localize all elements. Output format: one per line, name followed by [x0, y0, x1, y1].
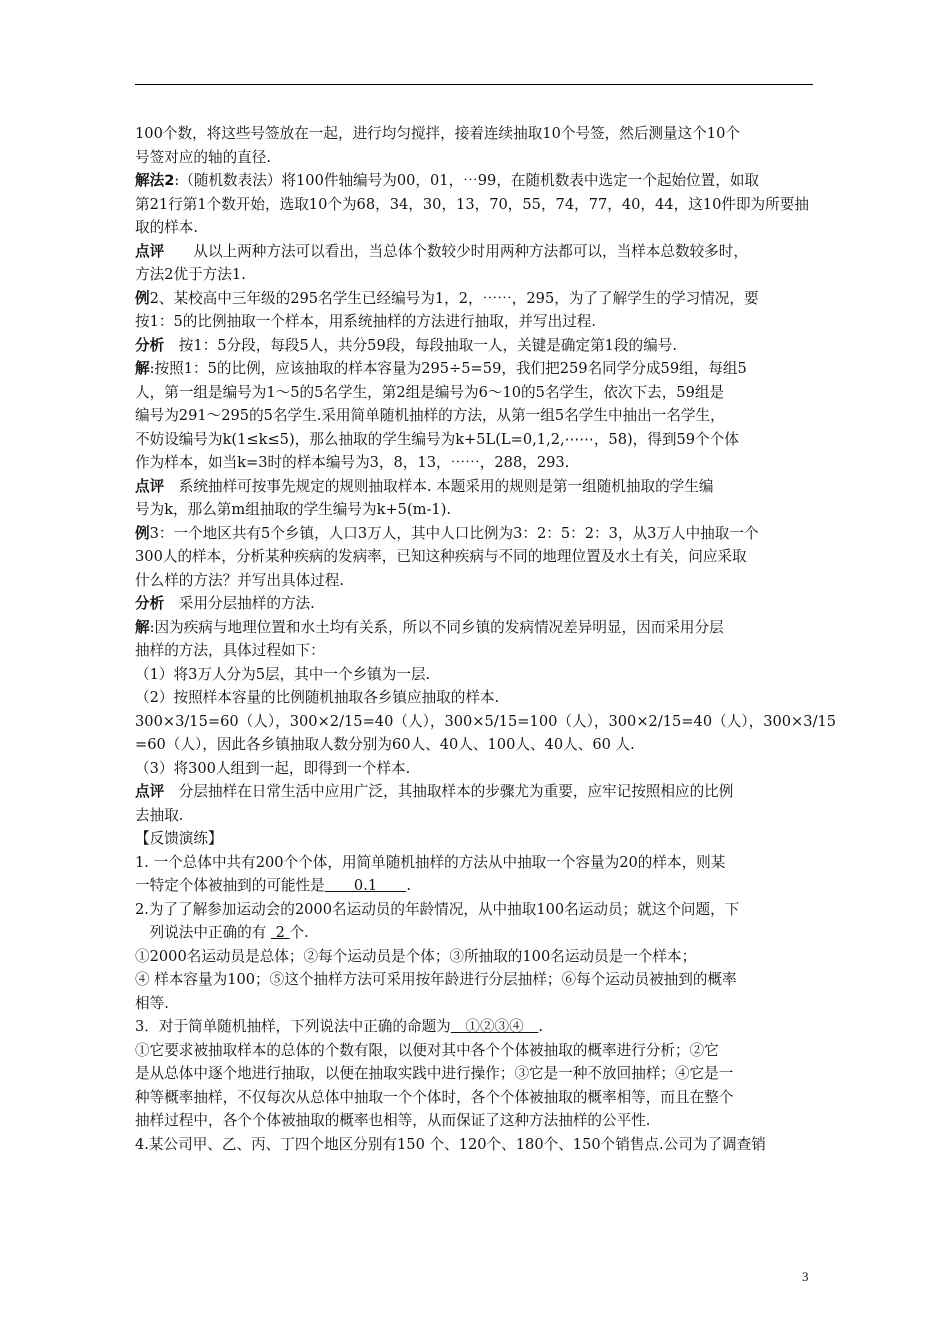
answer-blank: ①②③④ — [450, 1018, 539, 1035]
text-line — [135, 522, 815, 546]
line-text: 1. 一个总体中共有200个个体，用简单随机抽样的方法从中抽取一个容量为20的样本，则某 — [135, 853, 726, 871]
document-body — [135, 122, 837, 1156]
line-text: 作为样本，如当k=3时的样本编号为3，8，13，⋯⋯，288，293. — [135, 454, 570, 471]
text-line — [135, 334, 815, 358]
text-line — [135, 193, 815, 217]
line-text: 是从总体中逐个地进行抽取，以便在抽取实践中进行操作；③它是一种不放回抽样；④它是一 — [135, 1065, 734, 1082]
line-text: 不妨设编号为k(1≤k≤5)，那么抽取的学生编号为k+5L(L=0,1,2,⋯⋯，58)，得到59个个体 — [135, 430, 739, 448]
text-line — [135, 851, 815, 875]
line-text: ④ 样本容量为100；⑤这个抽样方法可采用按年龄进行分层抽样；⑥每个运动员被抽到的概率 — [135, 971, 737, 988]
line-text: 300人的样本，分析某种疾病的发病率，已知这种疾病与不同的地理位置及水土有关，问应采取 — [135, 548, 747, 565]
line-text: 一特定个体被抽到的可能性是 — [135, 877, 325, 894]
text-line — [135, 1086, 815, 1110]
text-line — [135, 357, 815, 381]
bold-label: 例 — [135, 524, 150, 542]
text-line — [135, 451, 815, 475]
line-text: ①2000名运动员是总体；②每个运动员是个体；③所抽取的100名运动员是一个样本； — [135, 947, 697, 965]
bold-label: 解 — [135, 618, 150, 636]
text-line — [135, 663, 815, 687]
text-line — [135, 1015, 815, 1039]
bold-label: 例 — [135, 289, 150, 307]
text-line — [135, 1133, 815, 1157]
line-text-tail: . — [406, 877, 411, 894]
text-line — [135, 381, 815, 405]
answer-blank: 2 — [270, 924, 290, 941]
line-text: 号签对应的轴的直径. — [135, 148, 271, 166]
line-text: 抽样过程中，各个个体被抽取的概率也相等，从而保证了这种方法抽样的公平性. — [135, 1112, 651, 1129]
text-line — [135, 122, 815, 146]
text-line — [135, 686, 815, 710]
text-line — [135, 498, 815, 522]
text-line — [135, 616, 815, 640]
line-text: :按照1：5的比例，应该抽取的样本容量为295÷5=59，我们把259名同学分成59组，每组5 — [149, 360, 747, 377]
text-line — [135, 569, 815, 593]
line-text: :（随机数表法）将100件轴编号为00，01，⋯99，在随机数表中选定一个起始位置，如取 — [174, 172, 760, 189]
line-text: 取的样本. — [135, 219, 199, 236]
line-text: 分层抽样在日常生活中应用广泛，其抽取样本的步骤尤为重要，应牢记按照相应的比例 — [164, 783, 734, 800]
line-text: 抽样的方法，具体过程如下： — [135, 642, 325, 659]
text-line — [135, 757, 815, 781]
line-text: 从以上两种方法可以看出，当总体个数较少时用两种方法都可以，当样本总数较多时， — [164, 242, 748, 260]
line-text: =60（人），因此各乡镇抽取人数分别为60人、40人、100人、40人、60 人. — [135, 736, 635, 753]
text-line — [135, 169, 815, 193]
text-line — [135, 780, 815, 804]
line-text: 系统抽样可按事先规定的规则抽取样本. 本题采用的规则是第一组随机抽取的学生编 — [164, 477, 714, 495]
line-text: 3：一个地区共有5个乡镇，人口3万人，其中人口比例为3：2：5：2：3，从3万人中抽取一个 — [149, 524, 759, 542]
line-text: 什么样的方法？并写出具体过程. — [135, 571, 344, 589]
text-line — [135, 146, 815, 170]
bold-label: 解 — [135, 360, 150, 377]
text-line — [135, 1109, 815, 1133]
line-text: 2.为了了解参加运动会的2000名运动员的年龄情况，从中抽取100名运动员；就这个问题，下 — [135, 900, 740, 918]
page-number: 3 — [802, 1269, 809, 1284]
answer-blank: 0.1 — [324, 877, 407, 894]
text-line — [135, 1062, 815, 1086]
text-line — [135, 216, 815, 240]
line-text: 按1：5的比例抽取一个样本，用系统抽样的方法进行抽取，并写出过程. — [135, 313, 597, 330]
text-line — [135, 921, 815, 945]
header-rule — [135, 84, 813, 85]
line-text: 列说法中正确的有 — [135, 924, 271, 941]
bold-label: 解法2 — [135, 172, 175, 189]
line-text: 2、某校高中三年级的295名学生已经编号为1，2，⋯⋯，295，为了了解学生的学习情况，要 — [149, 289, 759, 307]
line-text: 100个数，将这些号签放在一起，进行均匀搅拌，接着连续抽取10个号签，然后测量这个10个 — [135, 125, 740, 142]
line-text: 相等. — [135, 994, 169, 1012]
line-text-tail: 个. — [289, 924, 309, 941]
line-text: （3）将300人组到一起，即得到一个样本. — [135, 759, 411, 777]
line-text: 按1：5分段，每段5人，共分59段，每段抽取一人，关键是确定第1段的编号. — [164, 336, 677, 354]
text-line — [135, 898, 815, 922]
line-text: ①它要求被抽取样本的总体的个数有限，以便对其中各个个体被抽取的概率进行分析；②它 — [135, 1041, 719, 1059]
line-text: 【反馈演练】 — [135, 830, 223, 847]
line-text: 编号为291～295的5名学生.采用简单随机抽样的方法，从第一组5名学生中抽出一名学生， — [135, 407, 725, 424]
line-text: 方法2优于方法1. — [135, 266, 246, 283]
text-line — [135, 240, 815, 264]
text-line — [135, 710, 837, 734]
text-line — [135, 945, 815, 969]
line-text: 300×3/15=60（人），300×2/15=40（人），300×5/15=100（人），300×2/15=40（人），300×3/15 — [135, 712, 837, 730]
bold-label: 点评 — [135, 783, 165, 800]
text-line — [135, 404, 815, 428]
text-line — [135, 592, 815, 616]
text-line — [135, 804, 815, 828]
line-text: 号为k，那么第m组抽取的学生编号为k+5(m-1). — [135, 501, 452, 518]
text-line — [135, 428, 815, 452]
line-text: 第21行第1个数开始，选取10个为68，34，30，13，70，55，74，77，40，44，这10件即为所要抽 — [135, 195, 809, 213]
text-line — [135, 310, 815, 334]
line-text: 4.某公司甲、乙、丙、丁四个地区分别有150 个、120个、180个、150个销售点.公司为了调查销 — [135, 1135, 766, 1153]
bold-label: 分析 — [135, 595, 165, 612]
text-line — [135, 968, 815, 992]
text-line — [135, 545, 815, 569]
line-text: 人，第一组是编号为1～5的5名学生，第2组是编号为6～10的5名学生，依次下去，59组是 — [135, 383, 725, 401]
text-line — [135, 475, 815, 499]
text-line — [135, 827, 815, 851]
text-line — [135, 874, 815, 898]
text-line — [135, 639, 815, 663]
line-text: （1）将3万人分为5层，其中一个乡镇为一层. — [135, 665, 431, 683]
text-line — [135, 733, 815, 757]
text-line — [135, 992, 815, 1016]
line-text: 3．对于简单随机抽样，下列说法中正确的命题为 — [135, 1018, 451, 1035]
bold-label: 分析 — [135, 336, 165, 354]
bold-label: 点评 — [135, 242, 165, 260]
text-line — [135, 1039, 815, 1063]
line-text: 去抽取. — [135, 806, 184, 824]
line-text: 种等概率抽样，不仅每次从总体中抽取一个个体时，各个个体被抽取的概率相等，而且在整个 — [135, 1088, 734, 1106]
text-line — [135, 287, 815, 311]
line-text: :因为疾病与地理位置和水土均有关系，所以不同乡镇的发病情况差异明显，因而采用分层 — [149, 618, 724, 636]
line-text: （2）按照样本容量的比例随机抽取各乡镇应抽取的样本. — [135, 689, 500, 706]
line-text-tail: . — [538, 1018, 543, 1035]
line-text: 采用分层抽样的方法. — [164, 595, 315, 612]
bold-label: 点评 — [135, 477, 165, 495]
text-line — [135, 263, 815, 287]
